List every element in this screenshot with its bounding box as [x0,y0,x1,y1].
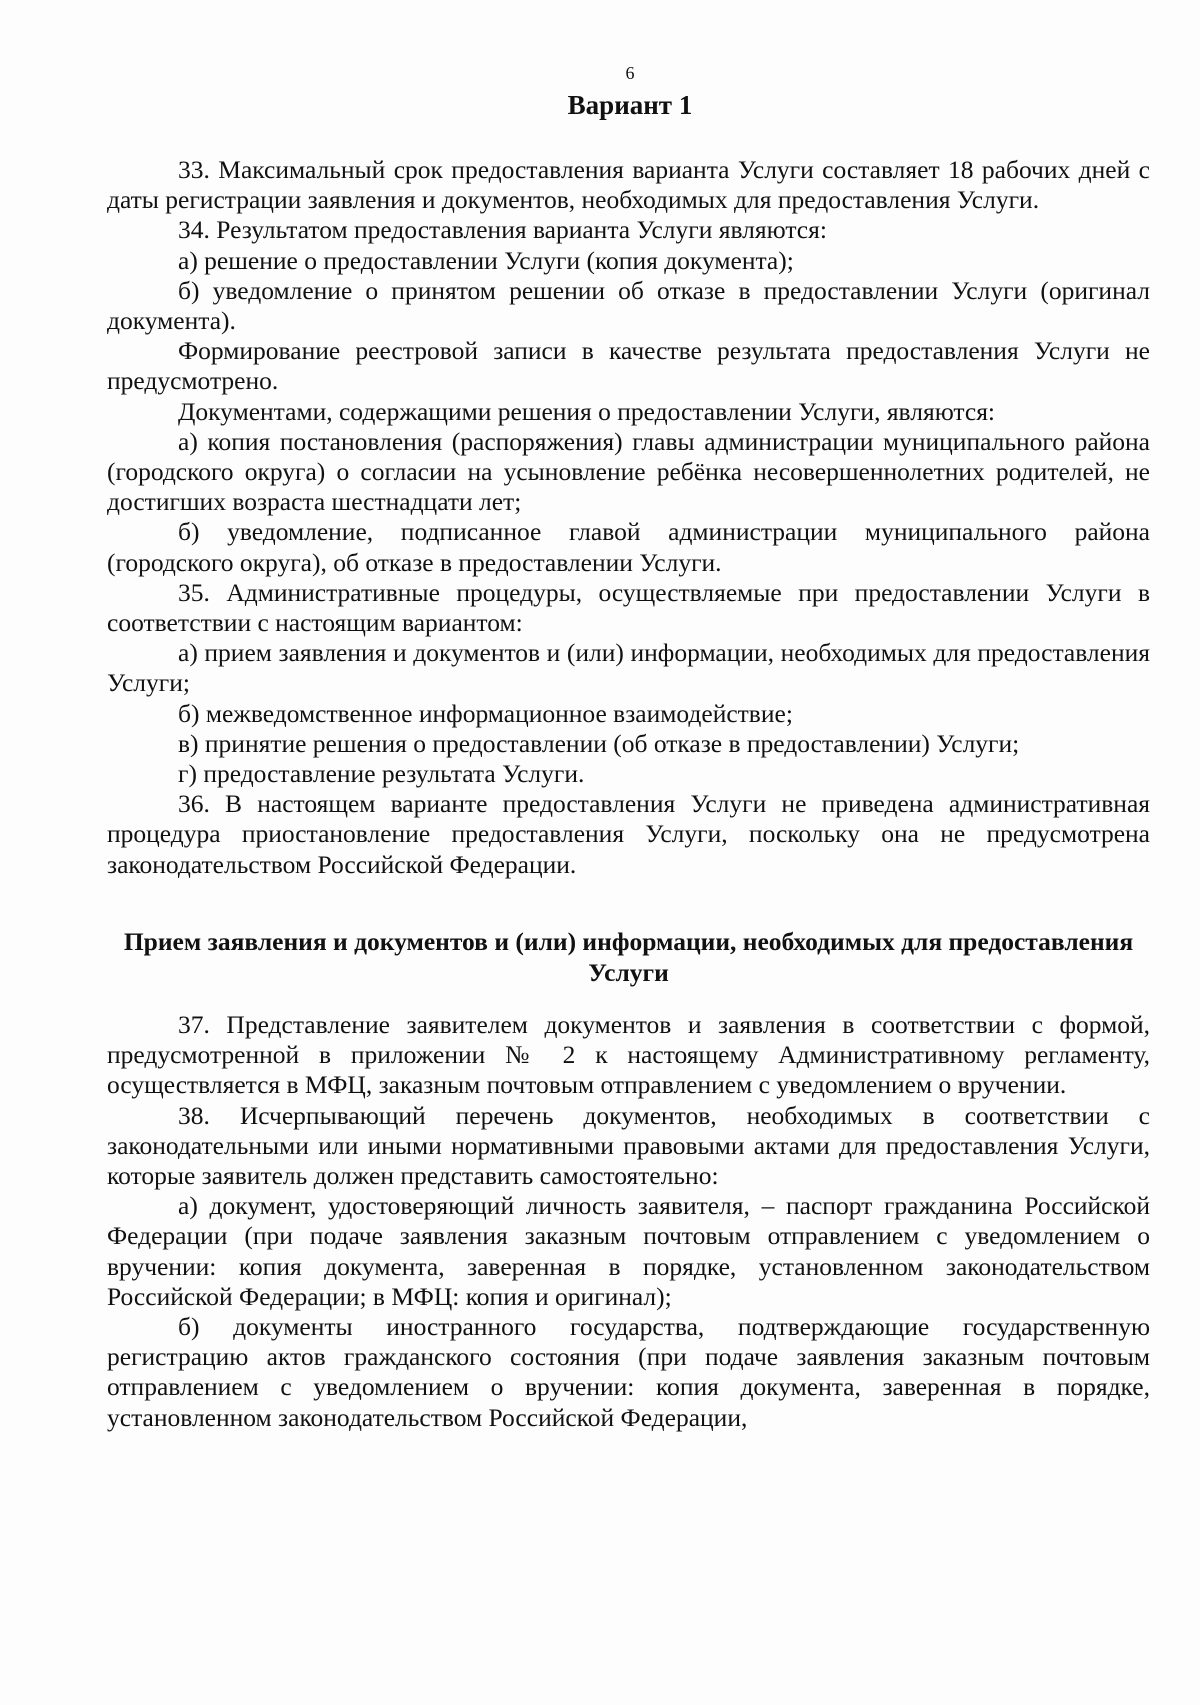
list-item-decision-b: б) уведомление, подписанное главой администрации муниципального района (городского округа), об отказе в предоставлении Услуги. [107,517,1150,577]
list-item-decision-a: а) копия постановления (распоряжения) главы администрации муниципального района (городского округа) о согласии на усыновление ребёнка несовершеннолетних родителей, не достигших возраста шестнадцати лет; [107,426,1150,517]
section-heading: Прием заявления и документов и (или) информации, необходимых для предоставления Услуги [123,927,1134,987]
paragraph-38: 38. Исчерпывающий перечень документов, необходимых в соответствии с законодательными или иными нормативными правовыми актами для предоставления Услуги, которые заявитель должен представить самостоятельно: [107,1100,1150,1191]
list-item-38b: б) документы иностранного государства, подтверждающие государственную регистрацию актов гражданского состояния (при подаче заявления заказным почтовым отправлением с уведомлением о вручении: копия документа, заверенная в порядке, установленном законодательством Российской Федерации, [107,1312,1150,1432]
paragraph-registry-note: Формирование реестровой записи в качестве результата предоставления Услуги не предусмотрено. [107,336,1150,396]
list-item-35a: а) прием заявления и документов и (или) информации, необходимых для предоставления Услуги; [107,638,1150,698]
list-item-34a: а) решение о предоставлении Услуги (копия документа); [178,245,794,275]
paragraph-37: 37. Представление заявителем документов и заявления в соответствии с формой, предусмотренной в приложении № 2 к настоящему Административному регламенту, осуществляется в МФЦ, заказным почтовым отправлением с уведомлением о вручении. [107,1010,1150,1100]
paragraph-36: 36. В настоящем варианте предоставления Услуги не приведена административная процедура приостановление предоставления Услуги, поскольку она не предусмотрена законодательством Российской Федерации. [107,789,1150,879]
paragraph-33: 33. Максимальный срок предоставления варианта Услуги составляет 18 рабочих дней с даты регистрации заявления и документов, необходимых для предоставления Услуги. [107,155,1150,215]
list-item-35d: г) предоставление результата Услуги. [178,759,585,789]
variant-title: Вариант 1 [567,90,693,120]
section-1-body [107,155,1150,880]
paragraph-34: 34. Результатом предоставления варианта Услуги являются: [178,215,827,245]
list-item-35c: в) принятие решения о предоставлении (об отказе в предоставлении) Услуги; [178,728,1020,758]
list-item-38a: а) документ, удостоверяющий личность заявителя, – паспорт гражданина Российской Федерации (при подаче заявления заказным почтовым отправлением с уведомлением о вручении: копия документа, заверенная в порядке, установленном законодательством Российской Федерации; в МФЦ: копия и оригинал); [107,1191,1150,1311]
paragraph-35: 35. Административные процедуры, осуществляемые при предоставлении Услуги в соответствии с настоящим вариантом: [107,577,1150,638]
page-number: 6 [625,63,635,83]
paragraph-decision-documents: Документами, содержащими решения о предоставлении Услуги, являются: [178,396,996,426]
list-item-34b: б) уведомление о принятом решении об отказе в предоставлении Услуги (оригинал документа). [107,275,1150,336]
list-item-35b: б) межведомственное информационное взаимодействие; [178,698,793,728]
section-2-body [107,1010,1150,1433]
